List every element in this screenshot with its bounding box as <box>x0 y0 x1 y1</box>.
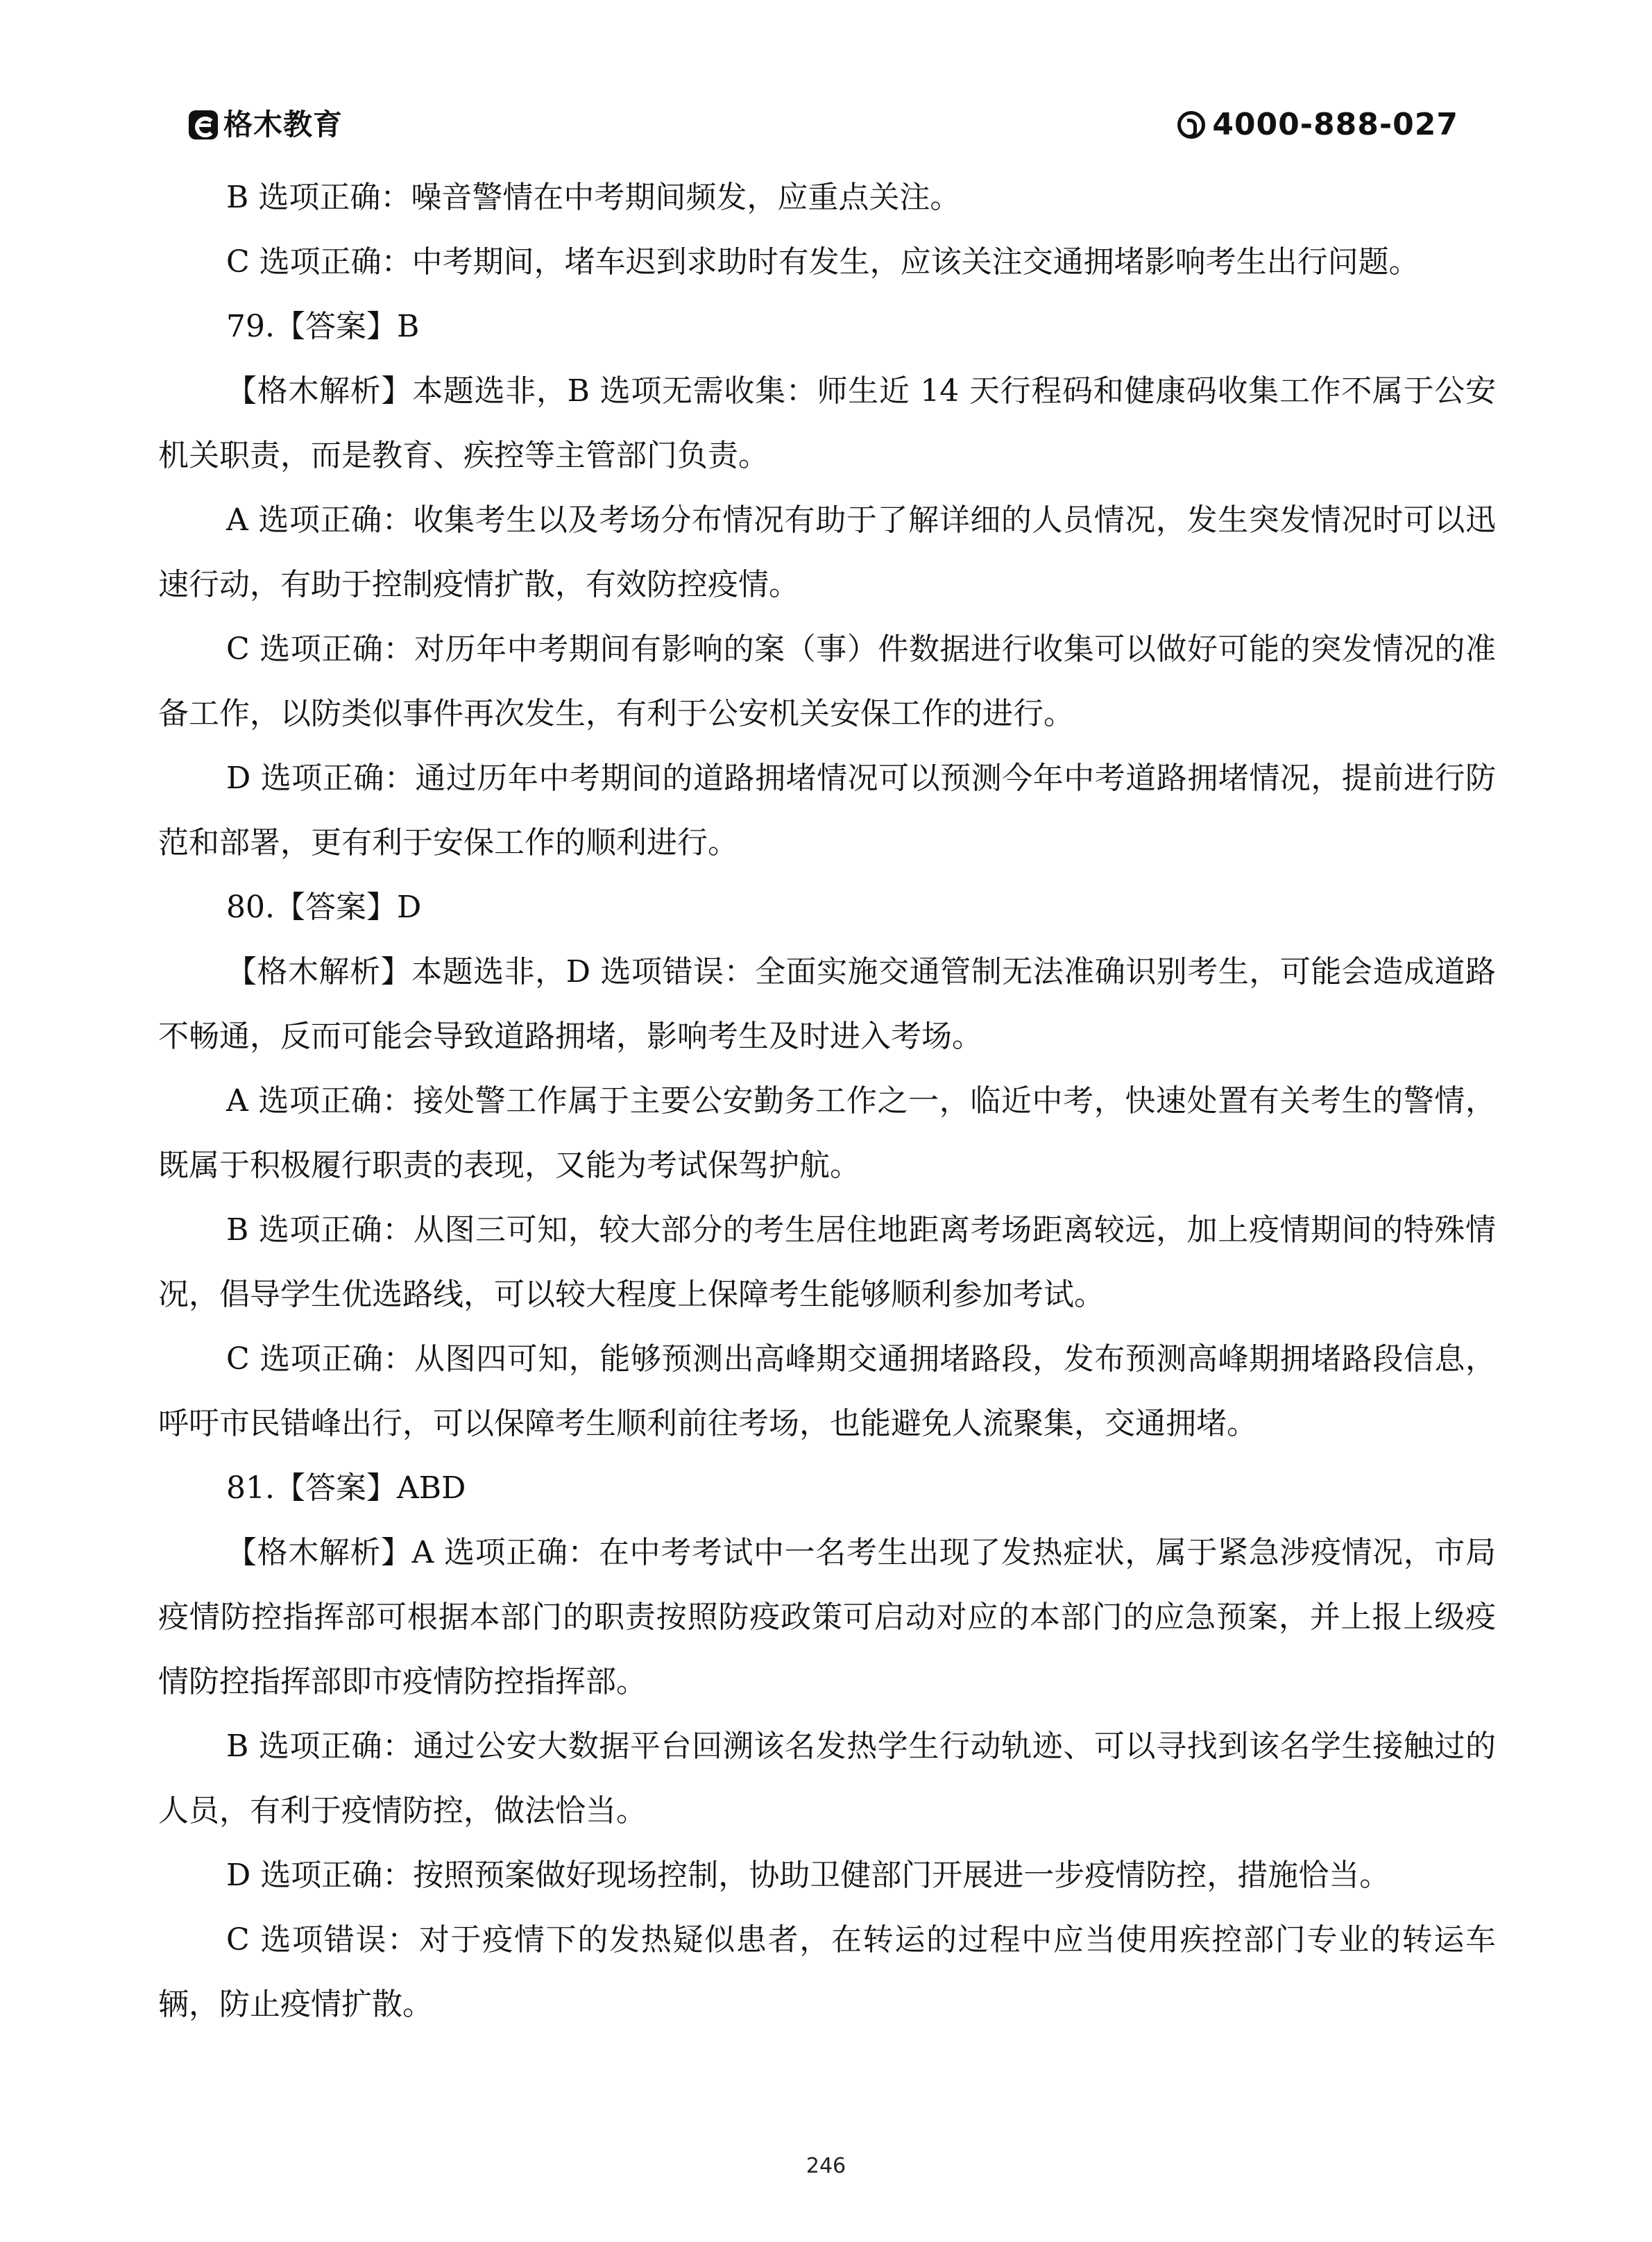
paragraph: 【格木解析】本题选非，D 选项错误：全面实施交通管制无法准确识别考生，可能会造成道路不畅通，反而可能会导致道路拥堵，影响考生及时进入考场。 <box>158 954 1496 1054</box>
brand-logo <box>189 103 343 147</box>
paragraph: 【格木解析】A 选项正确：在中考考试中一名考生出现了发热症状，属于紧急涉疫情况，市局疫情防控指挥部可根据本部门的职责按照防疫政策可启动对应的本部门的应急预案，并上报上级疫情防控指挥部即市疫情防控指挥部。 <box>158 1535 1496 1699</box>
paragraph: D 选项正确：通过历年中考期间的道路拥堵情况可以预测今年中考道路拥堵情况，提前进行防范和部署，更有利于安保工作的顺利进行。 <box>158 761 1496 860</box>
answer-heading: 80.【答案】D <box>226 890 422 925</box>
document-body <box>158 165 1496 2037</box>
logo-text: 格木教育 <box>223 108 343 142</box>
hotline <box>1177 103 1458 147</box>
hotline-number: 4000-888-027 <box>1212 107 1458 142</box>
paragraph: C 选项错误：对于疫情下的发热疑似患者，在转运的过程中应当使用疾控部门专业的转运车辆，防止疫情扩散。 <box>158 1922 1496 2022</box>
paragraph: B 选项正确：噪音警情在中考期间频发，应重点关注。 <box>226 180 961 215</box>
logo-mark-icon <box>189 110 218 139</box>
paragraph: C 选项正确：中考期间，堵车迟到求助时有发生，应该关注交通拥堵影响考生出行问题。 <box>226 244 1420 280</box>
page-number: 246 <box>806 2154 846 2178</box>
paragraph: 【格木解析】本题选非，B 选项无需收集：师生近 14 天行程码和健康码收集工作不属于公安机关职责，而是教育、疾控等主管部门负责。 <box>158 373 1496 473</box>
phone-icon <box>1177 111 1205 139</box>
paragraph: A 选项正确：收集考生以及考场分布情况有助于了解详细的人员情况，发生突发情况时可以迅速行动，有助于控制疫情扩散，有效防控疫情。 <box>158 502 1496 602</box>
paragraph: D 选项正确：按照预案做好现场控制，协助卫健部门开展进一步疫情防控，措施恰当。 <box>226 1858 1390 1893</box>
page-header <box>189 103 1458 147</box>
answer-heading: 81.【答案】ABD <box>226 1470 466 1506</box>
answer-heading: 79.【答案】B <box>226 309 420 344</box>
paragraph: B 选项正确：通过公安大数据平台回溯该名发热学生行动轨迹、可以寻找到该名学生接触过的人员，有利于疫情防控，做法恰当。 <box>158 1729 1496 1828</box>
paragraph: C 选项正确：对历年中考期间有影响的案（事）件数据进行收集可以做好可能的突发情况的准备工作，以防类似事件再次发生，有利于公安机关安保工作的进行。 <box>158 631 1496 731</box>
paragraph: A 选项正确：接处警工作属于主要公安勤务工作之一，临近中考，快速处置有关考生的警情，既属于积极履行职责的表现，又能为考试保驾护航。 <box>158 1083 1496 1183</box>
paragraph: C 选项正确：从图四可知，能够预测出高峰期交通拥堵路段，发布预测高峰期拥堵路段信息，呼吁市民错峰出行，可以保障考生顺利前往考场，也能避免人流聚集，交通拥堵。 <box>158 1341 1496 1441</box>
paragraph: B 选项正确：从图三可知，较大部分的考生居住地距离考场距离较远，加上疫情期间的特殊情况，倡导学生优选路线，可以较大程度上保障考生能够顺利参加考试。 <box>158 1212 1496 1312</box>
